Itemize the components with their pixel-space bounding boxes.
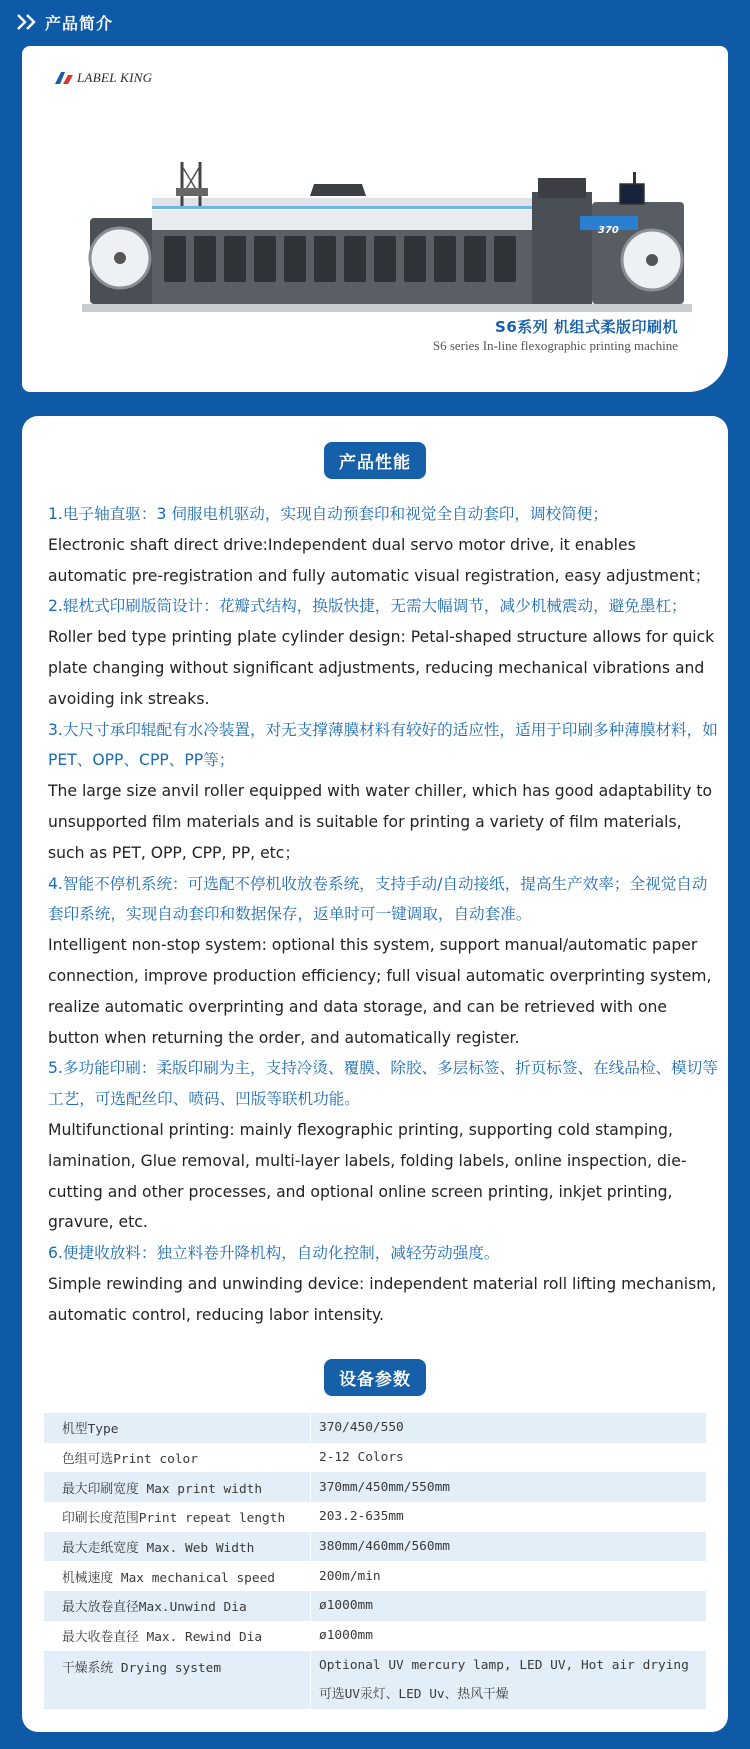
section-header xyxy=(0,0,750,44)
brand-logo xyxy=(54,66,152,90)
spec-value: ø1000mm xyxy=(311,1591,707,1621)
spec-key: 色组可选Print color xyxy=(62,1452,198,1468)
feature-cn-1: 1.电子轴直驱：3 伺服电机驱动，实现自动预套印和视觉全自动套印，调校简便； xyxy=(48,505,608,523)
feature-cn-4: 4.智能不停机系统：可选配不停机收放卷系统，支持手动/自动接纸，提高生产效率；全视觉自动套印系统，实现自动套印和数据保存，返单时可一键调取，自动套准。 xyxy=(48,874,708,924)
spec-value xyxy=(311,1651,707,1709)
specs-heading: 设备参数 xyxy=(324,1359,426,1396)
spec-key: 最大收卷直径 Max. Rewind Dia xyxy=(62,1630,263,1646)
feature-cn-5: 5.多功能印刷：柔版印刷为主，支持冷烫、覆膜、除胶、多层标签、折页标签、在线品检、模切等工艺，可选配丝印、喷码、凹版等联机功能。 xyxy=(48,1059,718,1109)
spec-key: 最大走纸宽度 Max. Web Width xyxy=(44,1532,311,1562)
caption-chinese: S6系列 机组式柔版印刷机 xyxy=(495,318,678,336)
spec-value: 203.2-635mm xyxy=(311,1502,707,1532)
table-row xyxy=(44,1621,706,1651)
machine-model-label: 370 xyxy=(598,225,619,236)
table-row xyxy=(44,1472,706,1502)
spec-value: 370mm/450mm/550mm xyxy=(311,1472,707,1502)
section-title: 产品简介 xyxy=(45,14,114,33)
spec-value: 2-12 Colors xyxy=(311,1443,707,1473)
double-chevron-right-icon xyxy=(16,12,38,32)
table-row xyxy=(44,1591,706,1621)
spec-value-line: Optional UV mercury lamp, LED UV, Hot air drying xyxy=(319,1657,689,1673)
spec-key: 机型Type xyxy=(44,1413,311,1443)
specs-table xyxy=(44,1413,706,1709)
table-row xyxy=(44,1561,706,1591)
feature-en-1: Electronic shaft direct drive:Independent dual servo motor drive, it enables automatic pre-registration and fully automatic visual registration, easy adjustment； xyxy=(48,535,711,585)
table-row xyxy=(44,1532,706,1562)
spec-value-line: 可选UV汞灯、LED Uv、热风干燥 xyxy=(319,1686,509,1702)
feature-cn-6: 6.便捷收放料：独立料卷升降机构，自动化控制，减轻劳动强度。 xyxy=(48,1244,500,1263)
feature-en-5: Multifunctional printing: mainly flexographic printing, supporting cold stamping, lamination, Glue removal, multi-layer labels, folding labels, online inspection, die-cutting and other processes, and optional online screen printing, inkjet printing, gravure, etc. xyxy=(48,1120,687,1232)
product-intro-card xyxy=(22,46,728,392)
details-card xyxy=(22,416,728,1732)
feature-en-4: Intelligent non-stop system: optional this system, support manual/automatic paper connection, improve production efficiency; full visual automatic overprinting system, realize automatic overprinting and data storage, and can be retrieved with one button when returning the order, and automatically register. xyxy=(48,936,712,1047)
table-row xyxy=(44,1413,706,1443)
spec-value: 370/450/550 xyxy=(311,1413,707,1443)
spec-key: 最大印刷宽度 Max print width xyxy=(44,1472,311,1502)
table-row xyxy=(44,1443,706,1473)
spec-value: ø1000mm xyxy=(311,1621,707,1651)
feature-en-2: Roller bed type printing plate cylinder design: Petal-shaped structure allows for quick plate changing without significant adjustments, reducing mechanical vibrations and avoiding ink streaks. xyxy=(48,628,715,708)
spec-key: 印刷长度范围Print repeat length xyxy=(62,1511,286,1527)
feature-cn-2: 2.辊枕式印刷版筒设计：花瓣式结构，换版快捷，无需大幅调节，减少机械震动，避免墨杠； xyxy=(48,597,687,616)
spec-key: 最大放卷直径Max.Unwind Dia xyxy=(44,1591,311,1621)
label-king-logo-icon xyxy=(54,71,74,85)
performance-heading: 产品性能 xyxy=(324,442,426,479)
feature-cn-3: 3.大尺寸承印辊配有水冷装置，对无支撑薄膜材料有较好的适应性，适用于印刷多种薄膜材料，如PET、OPP、CPP、PP等； xyxy=(48,720,718,770)
feature-en-6: Simple rewinding and unwinding device: independent material roll lifting mechanism, automatic control, reducing labor intensity. xyxy=(48,1274,717,1324)
table-row xyxy=(44,1502,706,1532)
feature-en-3: The large size anvil roller equipped with water chiller, which has good adaptability to unsupported film materials and is suitable for printing a variety of film materials, such as PET, OPP, CPP, PP, etc； xyxy=(48,782,713,862)
caption-english: S6 series In-line flexographic printing machine xyxy=(432,338,678,353)
spec-value: 200m/min xyxy=(311,1561,707,1591)
feature-list xyxy=(48,499,718,1331)
spec-key: 干燥系统 Drying system xyxy=(44,1651,311,1709)
table-row xyxy=(44,1651,706,1709)
brand-name: LABEL KING xyxy=(77,70,153,85)
spec-key: 机械速度 Max mechanical speed xyxy=(62,1570,275,1586)
spec-value: 380mm/460mm/560mm xyxy=(311,1532,707,1562)
